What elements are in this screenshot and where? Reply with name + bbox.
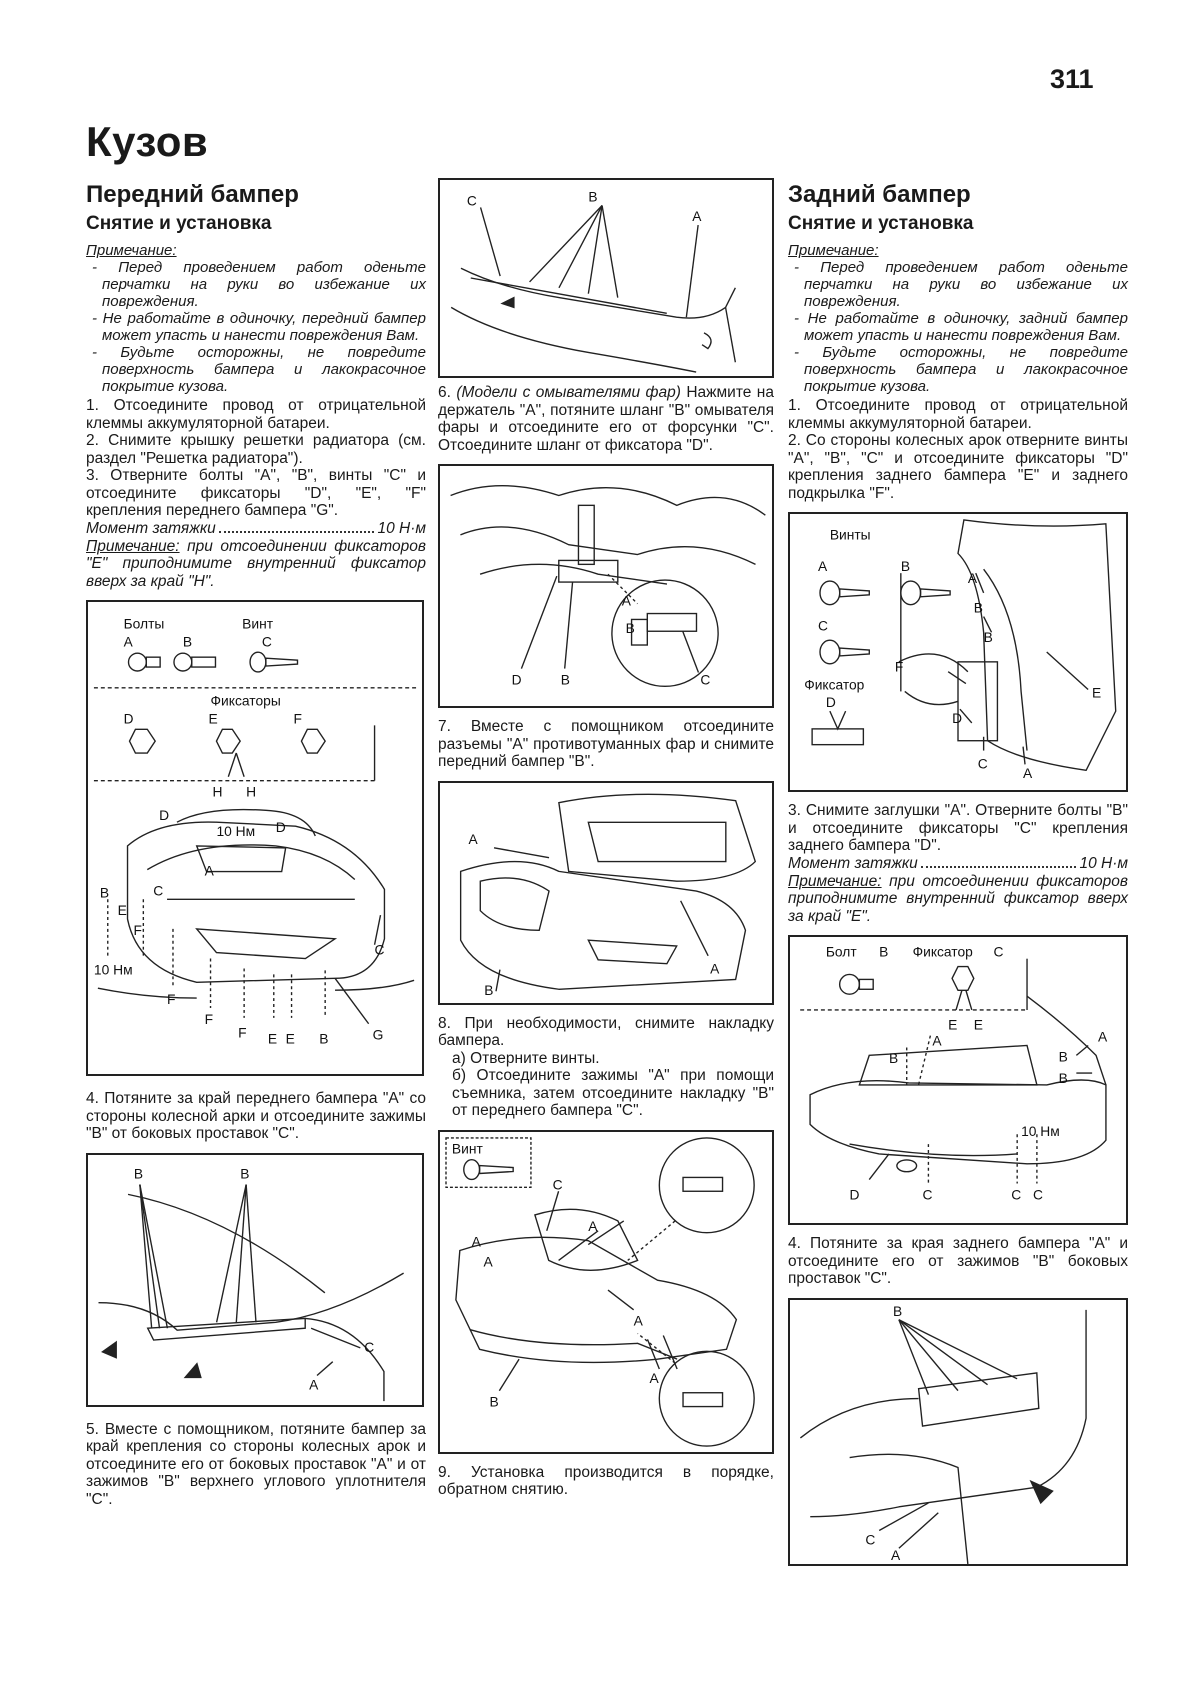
step-4: 4. Потяните за края заднего бампера "A" и отсоедините его от зажимов "B" боковых проставок "C". [788,1235,1128,1287]
label-b: B [879,944,889,960]
step-6-text: Нажмите на держатель "A", потяните шланг "B" омывателя фары и отсоедините его от форсунки "C". Отсоедините шланг от фиксатора "D". [438,384,774,454]
step-5: 5. Вместе с помощником, потяните бампер за край крепления со стороны колесных арок и отсоедините его от боковых проставок "A" и от зажимов "B" верхнего углового уплотнителя "C". [86,1420,426,1508]
front-bumper-title: Передний бампер [86,181,299,208]
label-f: F [204,1010,214,1027]
step-4: 4. Потяните за край переднего бампера "A" со стороны колесной арки и отсоедините зажимы "B" от боковых проставок "C". [86,1090,426,1142]
label-c: C [818,618,828,634]
label-a: A [588,1217,598,1234]
figure-headlight-washer-hose [438,178,774,378]
label-fastener: Фиксатор [804,677,865,693]
label-a: A [204,862,214,879]
dot-leader [219,520,375,533]
torque-line [788,855,1128,873]
label-c: C [466,193,477,209]
torque-value: 10 Н·м [1079,854,1128,872]
label-b: B [319,1030,329,1047]
note-list [86,259,426,395]
label-a: A [1098,1029,1108,1045]
note-fasteners-e [86,538,426,591]
label-a: A [649,1369,659,1386]
label-a: A [818,559,828,575]
label-e: E [948,1017,958,1033]
label-c: C [865,1531,876,1547]
page-number: 311 [1050,64,1094,94]
label-b: B [888,1051,899,1067]
note-list [788,259,1128,395]
torque-value: 10 Н·м [377,519,426,537]
label-a: A [692,209,702,225]
label-b: B [182,633,193,650]
substep: б) Отсоедините зажимы "A" при помощи съемника, затем отсоедините накладку "B" от переднего бампера "C". [452,1067,774,1119]
step-2: 2. Снимите крышку решетки радиатора (см. раздел "Решетка радиатора"). [86,432,426,467]
label-a: A [932,1033,942,1049]
note-item: - Не работайте в одиночку, передний бампер может упасть и нанести повреждения Вам. [86,310,426,344]
note-item: - Будьте осторожны, не повредите поверхность бампера и лакокрасочное покрытие кузова. [788,344,1128,395]
label-h: H [212,783,223,800]
label-c: C [374,941,385,958]
remove-front-bumper-drawing [440,783,772,1003]
torque-label: Момент затяжки [86,519,216,537]
label-a: A [710,961,720,977]
label-a: A [633,1312,643,1329]
label-bolts: Болты [123,615,165,632]
label-b: B [983,630,993,646]
rear-bumper-fasteners-drawing [790,937,1126,1223]
label-b: B [625,621,635,637]
label-e: E [1092,685,1102,701]
label-c: C [552,1175,563,1192]
label-c: C [153,882,164,899]
label-f: F [894,659,904,675]
label-d: D [511,672,522,688]
label-d: D [952,710,963,726]
rear-bumper-column [788,180,1128,1566]
note2-text: при отсоединении фиксаторов "E" приподнимите внутренний фиксатор вверх за край "H". [86,537,426,590]
figure-front-bumper-side [86,1153,424,1407]
label-b: B [99,884,110,901]
note2-label: Примечание: [788,872,882,890]
step-8: 8. При необходимости, снимите накладку бампера. [438,1014,774,1049]
label-d: D [159,807,170,824]
figure-washer-nozzle [438,464,774,708]
label-c: C [1032,1187,1043,1203]
note-item: - Не работайте в одиночку, задний бампер может упасть и нанести повреждения Вам. [788,310,1128,344]
front-bumper-subtitle: Снятие и установка [86,213,272,234]
note2-text: при отсоединении фиксаторов приподнимите внутренний фиксатор вверх за край "E". [788,872,1128,925]
label-c: C [1011,1187,1022,1203]
label-b: B [900,559,911,575]
label-e: E [117,902,127,919]
label-a: A [471,1233,481,1250]
label-a: A [967,571,978,586]
label-g: G [372,1026,384,1043]
label-b: B [484,982,494,998]
dot-leader [921,855,1077,868]
label-c: C [922,1187,933,1203]
label-c: C [700,672,711,688]
section-title: Кузов [86,118,209,165]
step-7: 7. Вместе с помощником отсоедините разъемы "A" противотуманных фар и снимите передний бампер "B". [438,718,774,770]
label-torque: 10 Нм [1021,1124,1060,1140]
label-b: B [892,1303,903,1319]
bumper-trim-drawing [440,1132,772,1452]
label-b: B [973,600,983,616]
label-c: C [993,944,1004,960]
label-d: D [275,819,286,836]
note-label: Примечание: [86,242,177,259]
label-a: A [1023,766,1033,782]
note-item: - Перед проведением работ оденьте перчатки на руки во избежание их повреждения. [788,259,1128,310]
note2-label: Примечание: [86,537,180,555]
label-fastener: Фиксатор [912,944,973,960]
washer-nozzle-drawing [440,466,772,706]
note-item: - Будьте осторожны, не повредите поверхность бампера и лакокрасочное покрытие кузова. [86,344,426,395]
step-8-substeps [438,1050,774,1120]
front-bumper-continued-column [438,178,774,1499]
note-item: - Перед проведением работ оденьте перчатки на руки во избежание их повреждения. [86,259,426,310]
figure-rear-bumper-side [788,1298,1128,1566]
label-f: F [167,991,176,1008]
label-b: B [489,1393,499,1410]
label-c: C [364,1339,375,1355]
label-e: E [267,1030,278,1047]
step-6-condition: (Модели с омывателями фар) [456,384,681,401]
label-b: B [240,1166,250,1182]
torque-line [86,520,426,538]
label-e: E [208,710,218,727]
label-bolt: Болт [825,944,857,960]
label-torque: 10 Нм [93,961,133,978]
label-d: D [825,695,836,711]
rear-wheel-arch-drawing [790,514,1126,790]
label-a: A [123,633,133,650]
step-2: 2. Со стороны колесных арок отверните винты "A", "B", "C" и отсоедините фиксаторы "D" крепления заднего бампера "E" и заднего подкрылка "F". [788,432,1128,502]
label-torque: 10 Нм [216,823,256,840]
label-a: A [483,1252,493,1269]
label-screw: Винт [451,1140,483,1157]
front-bumper-side-drawing [88,1155,422,1405]
label-h: H [246,783,257,800]
label-screw: Винт [242,615,274,632]
label-f: F [133,921,142,938]
label-a: A [309,1376,319,1392]
label-b: B [1058,1070,1068,1086]
label-d: D [849,1187,860,1203]
label-e: E [973,1017,983,1033]
step-3: 3. Отверните болты "A", "B", винты "C" и отсоедините фиксаторы "D", "E", "F" крепления переднего бампера "G". [86,467,426,519]
rear-bumper-side-drawing [790,1300,1126,1564]
note-fasteners [788,873,1128,926]
label-fasteners: Фиксаторы [210,692,281,709]
note-label: Примечание: [788,242,879,259]
label-e: E [285,1030,295,1047]
front-bumper-column [86,180,426,1508]
step-1: 1. Отсоедините провод от отрицательной клеммы аккумуляторной батареи. [86,397,426,432]
label-a: A [621,593,631,609]
label-c: C [977,756,988,772]
figure-remove-front-bumper [438,781,774,1005]
step-9: 9. Установка производится в порядке, обратном снятию. [438,1463,774,1498]
label-f: F [293,710,302,727]
front-bumper-fasteners-drawing [88,602,422,1074]
step-1: 1. Отсоедините провод от отрицательной клеммы аккумуляторной батареи. [788,397,1128,432]
headlight-washer-drawing [440,180,772,376]
rear-bumper-title: Задний бампер [788,181,971,208]
substep: а) Отверните винты. [452,1049,600,1067]
step-6 [438,384,774,454]
label-screws: Винты [829,527,871,543]
label-b: B [133,1166,144,1182]
label-d: D [123,710,134,727]
label-a: A [891,1547,901,1563]
label-b: B [588,189,598,205]
step-6-number: 6. [438,384,451,401]
figure-front-bumper-fasteners [86,600,424,1076]
label-b: B [560,672,570,688]
step-3: 3. Снимите заглушки "A". Отверните болты "B" и отсоедините фиксаторы "C" крепления заднего бампера "D". [788,802,1128,854]
figure-bumper-trim [438,1130,774,1454]
label-a: A [468,831,478,847]
label-c: C [261,633,272,650]
label-f: F [238,1024,247,1041]
rear-bumper-subtitle: Снятие и установка [788,213,974,234]
label-b: B [1058,1049,1068,1065]
figure-rear-bumper-fasteners [788,935,1128,1225]
figure-rear-wheel-arch [788,512,1128,792]
torque-label: Момент затяжки [788,854,918,872]
